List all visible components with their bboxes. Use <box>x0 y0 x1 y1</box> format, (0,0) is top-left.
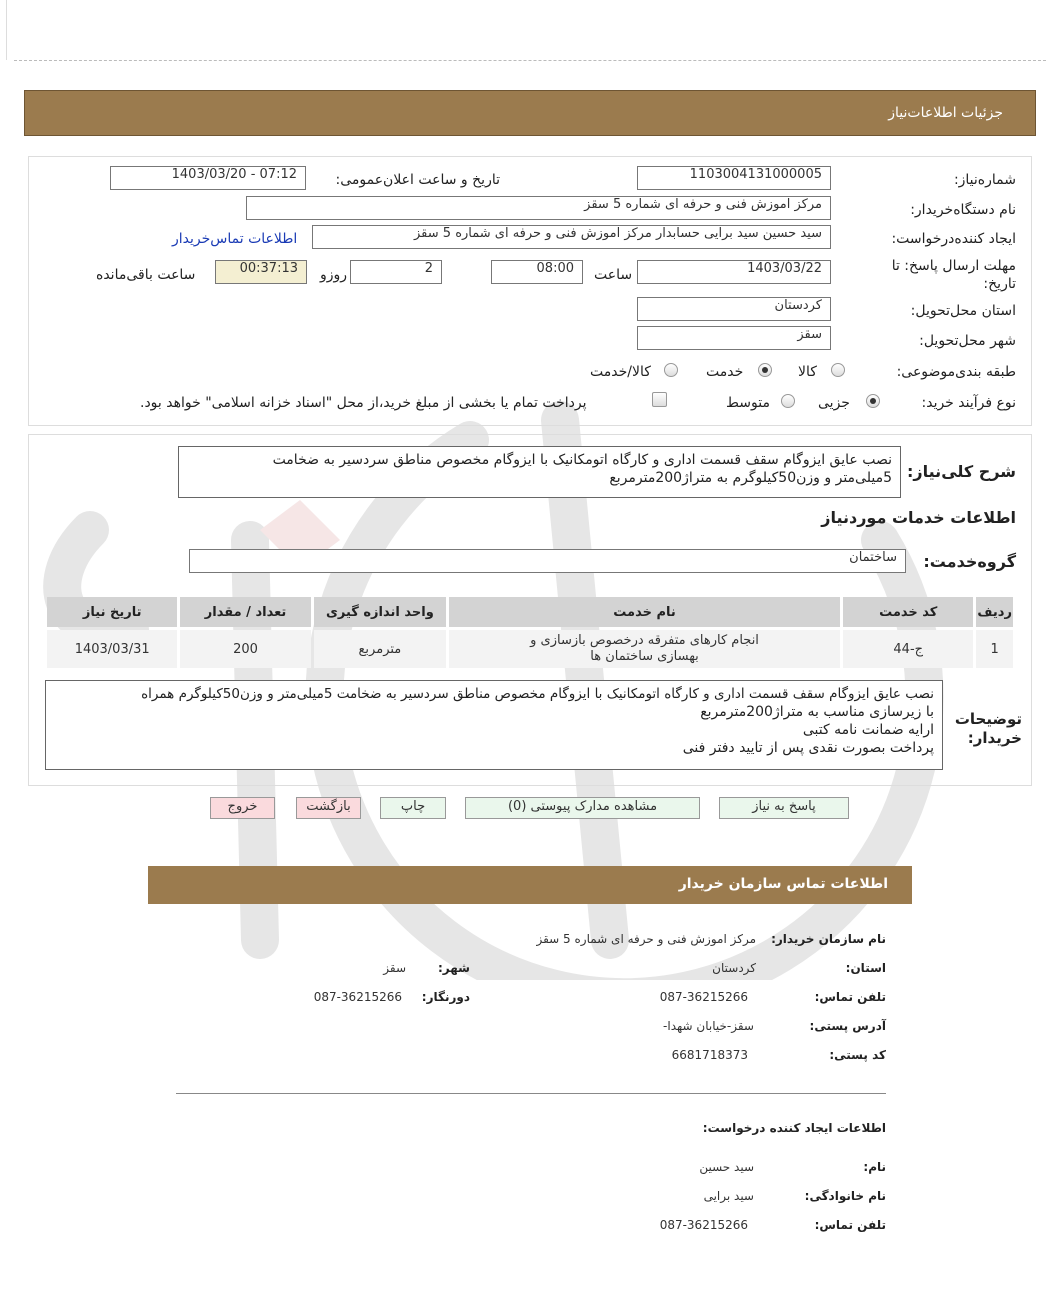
cell-code: ج-44 <box>843 630 973 668</box>
cell-qty: 200 <box>180 630 310 668</box>
days-field[interactable]: 2 <box>350 260 442 284</box>
deadline-date-field[interactable]: 1403/03/22 <box>637 260 831 284</box>
postal-value: 6681718373 <box>671 1048 748 1062</box>
contact-province-label: استان: <box>845 961 886 975</box>
deadline-time-field[interactable]: 08:00 <box>491 260 583 284</box>
purchase-type-label: نوع فرآیند خرید: <box>921 395 1016 411</box>
deadline-time-label: ساعت <box>594 267 633 283</box>
province-label: استان محل‌تحویل: <box>910 303 1016 319</box>
treasury-checkbox[interactable] <box>652 392 667 407</box>
first-name-value: سید حسین <box>699 1160 754 1174</box>
radio-service-label: خدمت <box>706 364 744 380</box>
address-value: سقز-خیابان شهدا- <box>663 1019 754 1033</box>
contact-divider <box>176 1093 886 1094</box>
cell-name-line-1: انجام کارهای متفرقه درخصوص بازسازی و <box>530 633 759 648</box>
buyer-notes-box <box>45 680 943 770</box>
postal-label: کد پستی: <box>829 1048 886 1062</box>
radio-medium[interactable] <box>781 394 795 408</box>
services-table-wrap <box>44 594 1016 671</box>
service-group-field[interactable]: ساختمان <box>189 549 906 573</box>
radio-goods-label: کالا <box>798 364 817 380</box>
address-label: آدرس پستی: <box>809 1019 886 1033</box>
buyer-notes-line-1: نصب عایق ایزوگام سقف قسمت اداری و کارگاه اتومکانیک با ایزوگام مخصوص مناطق سردسیر به ضخامت 5میلی‌متر و وزن50کیلوگرم همراه <box>141 686 934 702</box>
buyer-org-field[interactable]: مرکز اموزش فنی و حرفه ای شماره 5 سقز <box>246 196 831 220</box>
col-qty: تعداد / مقدار <box>180 597 310 627</box>
contact-phone-label: تلفن تماس: <box>814 990 886 1004</box>
radio-minor-label: جزیی <box>818 395 850 411</box>
contact-phone-value: 087-36215266 <box>659 990 748 1004</box>
creator-title: اطلاعات ایجاد کننده درخواست: <box>702 1121 886 1135</box>
last-name-value: سید برایی <box>703 1189 754 1203</box>
summary-line-2: 5میلی‌متر و وزن50کیلوگرم به متراژ200مترمربع <box>609 470 892 486</box>
org-name-label: نام سازمان خریدار: <box>771 932 886 946</box>
page-header <box>24 90 1036 136</box>
buyer-contact-link[interactable]: اطلاعات تماس‌خریدار <box>172 231 298 247</box>
service-group-label: گروه‌خدمت: <box>923 552 1016 571</box>
buyer-notes-line-2: با زیرسازی مناسب به متراژ200مترمربع <box>700 704 934 720</box>
contact-city-value: سقز <box>383 961 406 975</box>
category-label: طبقه بندی‌موضوعی: <box>896 364 1016 380</box>
buyer-notes-line-4: پرداخت بصورت نقدی پس از تایید دفتر فنی <box>682 740 934 756</box>
radio-goods-service-label: کالا/خدمت <box>590 364 651 380</box>
creator-phone-value: 087-36215266 <box>659 1218 748 1232</box>
radio-service[interactable] <box>758 363 772 377</box>
contact-header <box>148 866 912 904</box>
table-row[interactable] <box>47 630 1013 668</box>
col-date: تاریخ نیاز <box>47 597 177 627</box>
days-label: روزو <box>320 267 348 283</box>
cell-row: 1 <box>976 630 1013 668</box>
contact-city-label: شهر: <box>438 961 470 975</box>
cell-unit: مترمربع <box>314 630 446 668</box>
services-table <box>44 594 1016 671</box>
need-number-label: شماره‌نیاز: <box>953 172 1016 188</box>
province-field[interactable]: کردستان <box>637 297 831 321</box>
cell-name <box>449 630 840 668</box>
city-field[interactable]: سقز <box>637 326 831 350</box>
deadline-label: مهلت ارسال پاسخ: تا <box>891 258 1016 274</box>
requester-label: ایجاد کننده‌درخواست: <box>891 231 1016 247</box>
page-title: جزئیات اطلاعات‌نیاز <box>888 105 1003 121</box>
need-number-field[interactable]: 1103004131000005 <box>637 166 831 190</box>
treasury-note: پرداخت تمام یا بخشی از مبلغ خرید،از محل "اسناد خزانه اسلامی" خواهد بود. <box>140 395 587 411</box>
deadline-label-2: تاریخ: <box>983 276 1016 292</box>
top-divider <box>14 60 1046 61</box>
table-header-row <box>47 597 1013 627</box>
cell-name-line-2: بهسازی ساختمان ها <box>590 649 699 664</box>
remaining-label: ساعت باقی‌مانده <box>96 267 196 283</box>
last-name-label: نام خانوادگی: <box>804 1189 886 1203</box>
col-unit: واحد اندازه گیری <box>314 597 446 627</box>
print-button[interactable]: چاپ <box>380 797 446 819</box>
contact-province-value: کردستان <box>712 961 756 975</box>
radio-goods[interactable] <box>831 363 845 377</box>
creator-phone-label: تلفن تماس: <box>814 1218 886 1232</box>
exit-button[interactable]: خروج <box>210 797 275 819</box>
announce-datetime-field[interactable]: 1403/03/20 - 07:12 <box>110 166 306 190</box>
reply-button[interactable]: پاسخ به نیاز <box>719 797 849 819</box>
radio-goods-service[interactable] <box>664 363 678 377</box>
attachments-button[interactable]: مشاهده مدارک پیوستی (0) <box>465 797 700 819</box>
buyer-notes-line-3: ارایه ضمانت نامه کتبی <box>802 722 934 738</box>
col-row: ردیف <box>976 597 1013 627</box>
buyer-notes-label: توضیحات <box>954 710 1022 728</box>
buyer-notes-label-2: خریدار: <box>967 729 1022 747</box>
summary-line-1: نصب عایق ایزوگام سقف قسمت اداری و کارگاه اتومکانیک با ایزوگام مخصوص مناطق سردسیر به ضخامت <box>272 452 892 468</box>
radio-minor[interactable] <box>866 394 880 408</box>
first-name-label: نام: <box>863 1160 886 1174</box>
org-name-value: مرکز اموزش فنی و حرفه ای شماره 5 سقز <box>536 932 756 946</box>
remaining-time-field: 00:37:13 <box>215 260 307 284</box>
col-code: کد خدمت <box>843 597 973 627</box>
cell-date: 1403/03/31 <box>47 630 177 668</box>
contact-fax-value: 087-36215266 <box>313 990 402 1004</box>
left-edge-line <box>6 0 7 60</box>
city-label: شهر محل‌تحویل: <box>919 333 1016 349</box>
announce-datetime-label: تاریخ و ساعت اعلان‌عمومی: <box>335 172 500 188</box>
contact-fax-label: دورنگار: <box>421 990 470 1004</box>
buyer-org-label: نام دستگاه‌خریدار: <box>910 202 1016 218</box>
col-name: نام خدمت <box>449 597 840 627</box>
requester-field[interactable]: سید حسین سید برایی حسابدار مرکز اموزش فنی و حرفه ای شماره 5 سقز <box>312 225 831 249</box>
summary-box <box>178 446 901 498</box>
radio-medium-label: متوسط <box>726 395 770 411</box>
summary-label: شرح کلی‌نیاز: <box>907 462 1016 481</box>
back-button[interactable]: بازگشت <box>296 797 361 819</box>
contact-title: اطلاعات تماس سازمان خریدار <box>678 876 888 892</box>
services-title: اطلاعات خدمات موردنیاز <box>821 508 1016 527</box>
